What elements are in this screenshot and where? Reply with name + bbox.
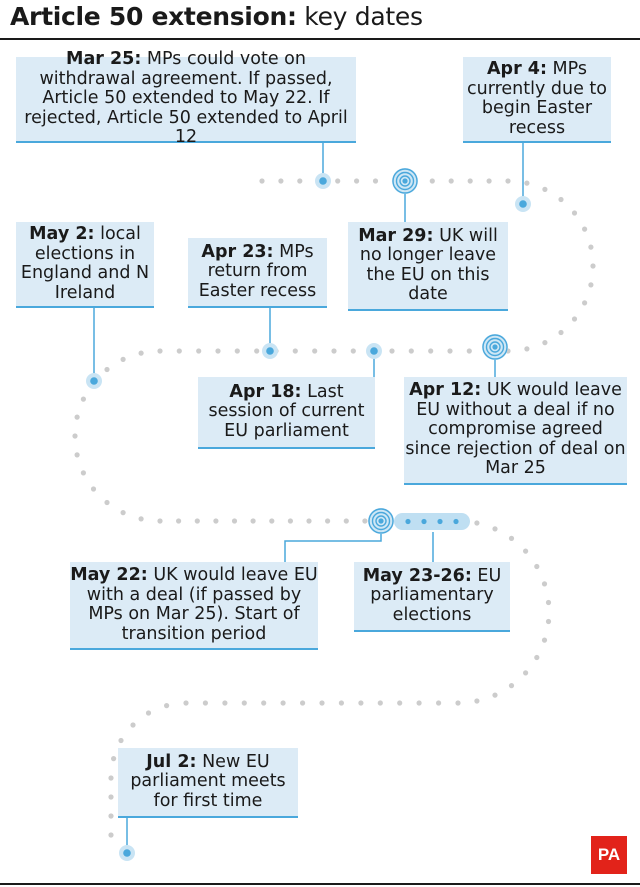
path-dot: [81, 397, 86, 402]
path-dot: [139, 351, 144, 356]
connector-line: [285, 521, 381, 562]
bottom-rule: [0, 883, 640, 885]
event-apr23: [188, 238, 327, 308]
path-dot: [378, 700, 383, 705]
path-dot: [397, 700, 402, 705]
path-dot: [572, 316, 577, 321]
marker-jul2-dot: [123, 849, 131, 857]
event-date: Mar 29:: [358, 225, 434, 246]
path-dot: [524, 346, 529, 351]
path-dot: [428, 348, 433, 353]
marker-may22-ring-center: [378, 518, 383, 523]
path-dot: [455, 700, 460, 705]
path-dot: [108, 832, 113, 837]
path-dot: [177, 348, 182, 353]
path-dot: [232, 518, 237, 523]
path-dot: [474, 520, 479, 525]
path-dot: [534, 655, 539, 660]
path-dot: [509, 536, 514, 541]
path-dot: [157, 518, 162, 523]
event-mar25: [16, 49, 356, 148]
path-dot: [203, 700, 208, 705]
event-text: UK would leave EU without a deal if no compromise agreed since rejection of deal on Mar 25: [405, 380, 626, 479]
path-dot: [269, 518, 274, 523]
path-dot: [546, 619, 551, 624]
path-dot: [449, 178, 454, 183]
path-dot: [354, 178, 359, 183]
path-dot: [447, 348, 452, 353]
path-dot: [118, 738, 123, 743]
path-dot: [542, 187, 547, 192]
event-may2: [16, 222, 154, 308]
path-dot: [344, 518, 349, 523]
path-dot: [467, 348, 472, 353]
path-dot: [146, 710, 151, 715]
path-dot: [259, 178, 264, 183]
title-bold: Article 50 extension:: [10, 2, 297, 31]
path-dot: [492, 693, 497, 698]
path-dot: [235, 348, 240, 353]
path-dot: [104, 367, 109, 372]
path-dot: [558, 330, 563, 335]
path-dot: [523, 549, 528, 554]
path-dot: [254, 348, 259, 353]
path-dot: [293, 348, 298, 353]
event-apr18: [198, 377, 375, 449]
path-dot: [164, 703, 169, 708]
path-dot: [362, 518, 367, 523]
path-dot: [81, 470, 86, 475]
event-apr4: [463, 57, 611, 143]
path-dot: [487, 178, 492, 183]
path-dot: [222, 700, 227, 705]
path-dot: [351, 348, 356, 353]
marker-apr4-dot: [519, 200, 527, 208]
path-dot: [91, 486, 96, 491]
marker-mar25-dot: [319, 177, 327, 185]
path-dot: [582, 300, 587, 305]
event-date: May 23-26:: [362, 565, 472, 586]
path-dot: [195, 518, 200, 523]
event-date: Apr 23:: [201, 241, 274, 262]
path-dot: [196, 348, 201, 353]
path-dot: [436, 700, 441, 705]
path-dot: [331, 348, 336, 353]
path-dot: [474, 698, 479, 703]
path-dot: [409, 348, 414, 353]
path-dot: [157, 348, 162, 353]
path-dot: [582, 227, 587, 232]
event-text: New EU parliament meets for first time: [130, 751, 286, 811]
path-dot: [588, 245, 593, 250]
marker-may2-dot: [90, 377, 98, 385]
path-dot: [590, 263, 595, 268]
path-dot: [75, 452, 80, 457]
marker-may23-26-dot: [453, 519, 458, 524]
event-text: MPs return from Easter recess: [198, 241, 317, 301]
path-dot: [251, 518, 256, 523]
path-dot: [468, 178, 473, 183]
marker-apr23-dot: [266, 347, 274, 355]
path-dot: [492, 526, 497, 531]
event-text: MPs could vote on withdrawal agreement. If passed, Article 50 extended to May 22. If rejected, Article 50 extended to April 12: [24, 49, 348, 148]
path-dot: [524, 181, 529, 186]
path-dot: [430, 178, 435, 183]
event-jul2: [118, 748, 298, 818]
path-dot: [108, 813, 113, 818]
path-dot: [558, 197, 563, 202]
marker-apr18-dot: [370, 347, 378, 355]
path-dot: [542, 581, 547, 586]
path-dot: [306, 518, 311, 523]
path-dot: [588, 282, 593, 287]
event-apr12: [404, 377, 627, 485]
event-date: Jul 2:: [146, 751, 197, 772]
event-mar29: [348, 222, 508, 311]
event-date: May 22:: [70, 565, 148, 585]
path-dot: [297, 178, 302, 183]
path-dot: [104, 500, 109, 505]
path-dot: [108, 794, 113, 799]
path-dot: [130, 722, 135, 727]
path-dot: [121, 510, 126, 515]
pa-logo: [591, 836, 627, 874]
path-dot: [183, 700, 188, 705]
path-dot: [509, 683, 514, 688]
marker-may23-26-dot: [437, 519, 442, 524]
event-text: UK would leave EU with a deal (if passed by MPs on Mar 25). Start of transition period: [86, 565, 318, 644]
path-dot: [139, 516, 144, 521]
path-dot: [75, 415, 80, 420]
marker-apr12-ring-center: [492, 344, 497, 349]
event-date: Mar 25:: [66, 49, 142, 70]
path-dot: [572, 210, 577, 215]
path-dot: [373, 178, 378, 183]
event-text: EU parliamentary elections: [370, 565, 502, 625]
event-date: Apr 4:: [487, 59, 547, 79]
path-dot: [325, 518, 330, 523]
event-date: Apr 12:: [409, 380, 482, 401]
path-dot: [358, 700, 363, 705]
marker-mar29-ring-center: [402, 178, 407, 183]
path-dot: [546, 600, 551, 605]
path-dot: [339, 700, 344, 705]
event-text: local elections in England and N Ireland: [20, 224, 150, 303]
event-may23-26: [354, 562, 510, 632]
path-dot: [111, 756, 116, 761]
event-may22: [70, 562, 318, 650]
path-dot: [505, 178, 510, 183]
path-dot: [242, 700, 247, 705]
path-dot: [534, 564, 539, 569]
path-dot: [121, 357, 126, 362]
path-dot: [213, 518, 218, 523]
path-dot: [542, 340, 547, 345]
path-dot: [523, 670, 528, 675]
path-dot: [72, 433, 77, 438]
event-text: Last session of current EU parliament: [208, 381, 365, 441]
path-dot: [335, 178, 340, 183]
path-dot: [542, 638, 547, 643]
path-dot: [312, 348, 317, 353]
path-dot: [215, 348, 220, 353]
event-date: Apr 18:: [229, 381, 302, 402]
path-dot: [281, 700, 286, 705]
pa-logo-text: PA: [597, 845, 621, 864]
event-date: May 2:: [29, 224, 95, 244]
path-dot: [108, 775, 113, 780]
path-dot: [261, 700, 266, 705]
path-dot: [417, 700, 422, 705]
marker-may23-26-pill: [394, 513, 470, 530]
marker-may23-26-dot: [421, 519, 426, 524]
path-dot: [389, 348, 394, 353]
path-dot: [319, 700, 324, 705]
event-text: UK will no longer leave the EU on this date: [359, 225, 498, 304]
path-dot: [278, 178, 283, 183]
marker-may23-26-dot: [405, 519, 410, 524]
title-rest: key dates: [296, 2, 423, 31]
path-dot: [288, 518, 293, 523]
path-dot: [300, 700, 305, 705]
path-dot: [176, 518, 181, 523]
event-text: MPs currently due to begin Easter recess: [466, 59, 607, 138]
